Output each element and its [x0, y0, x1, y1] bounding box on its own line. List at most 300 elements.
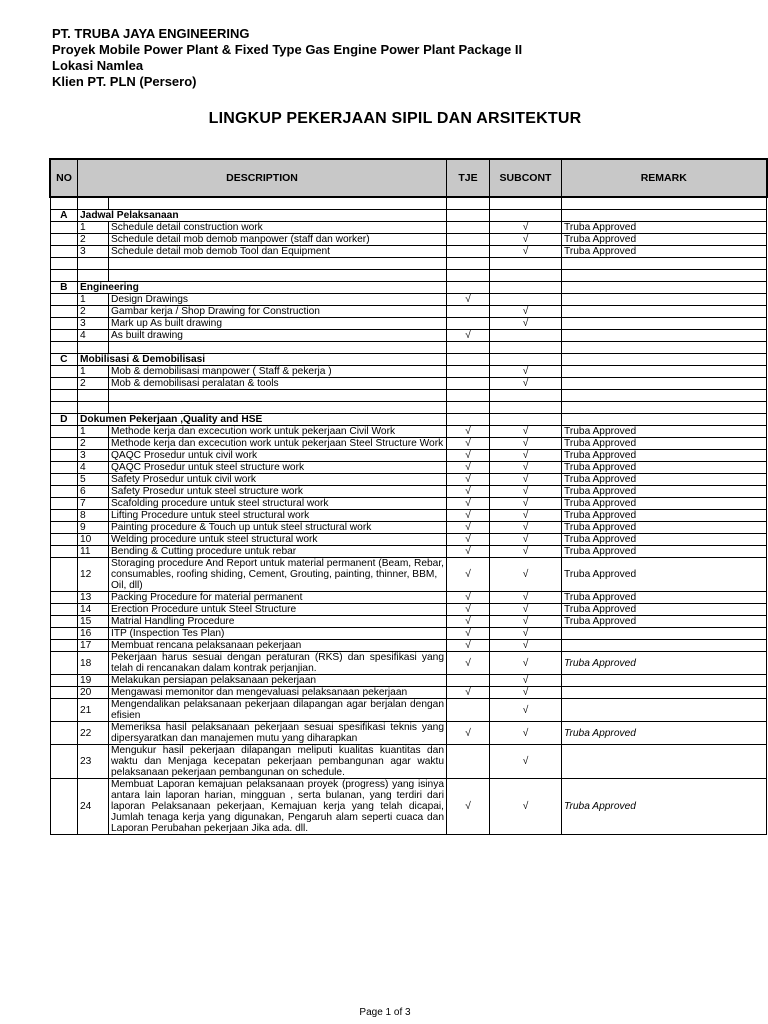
- item-remark: [562, 330, 767, 342]
- item-remark: Truba Approved: [562, 450, 767, 462]
- item-remark: Truba Approved: [562, 558, 767, 592]
- item-description: Design Drawings: [109, 294, 447, 306]
- cell-sub: [78, 342, 109, 354]
- cell-subcont: [490, 342, 562, 354]
- subcont-check: √: [490, 438, 562, 450]
- item-remark: [562, 366, 767, 378]
- item-number: 4: [78, 462, 109, 474]
- item-description: Lifting Procedure untuk steel structural work: [109, 510, 447, 522]
- blank-row: [50, 342, 767, 354]
- table-row: [50, 779, 767, 835]
- subcont-check: √: [490, 604, 562, 616]
- cell-no: [50, 426, 78, 438]
- tje-check: √: [447, 628, 490, 640]
- cell-sub: [78, 270, 109, 282]
- page-number: Page 1 of 3: [359, 1007, 411, 1018]
- tje-check: √: [447, 592, 490, 604]
- table-row: [50, 498, 767, 510]
- item-description: Membuat rencana pelaksanaan pekerjaan: [109, 640, 447, 652]
- section-code: B: [50, 282, 78, 294]
- item-description: Mob & demobilisasi manpower ( Staff & pekerja ): [109, 366, 447, 378]
- blank-row: [50, 197, 767, 210]
- tje-check: [447, 699, 490, 722]
- location: Lokasi Namlea: [52, 58, 144, 73]
- item-number: 7: [78, 498, 109, 510]
- tje-check: √: [447, 294, 490, 306]
- section-row: [50, 414, 767, 426]
- cell-no: [50, 510, 78, 522]
- tje-check: √: [447, 652, 490, 675]
- item-description: Melakukan persiapan pelaksanaan pekerjaan: [109, 675, 447, 687]
- cell-sub: [78, 197, 109, 210]
- tje-check: [447, 306, 490, 318]
- item-remark: Truba Approved: [562, 462, 767, 474]
- tje-check: √: [447, 534, 490, 546]
- item-remark: [562, 745, 767, 779]
- item-description: Packing Procedure for material permanent: [109, 592, 447, 604]
- tje-check: [447, 234, 490, 246]
- cell-tje: [447, 402, 490, 414]
- cell-sub: [78, 402, 109, 414]
- tje-check: √: [447, 498, 490, 510]
- cell-description: [109, 258, 447, 270]
- subcont-check: √: [490, 306, 562, 318]
- table-row: [50, 510, 767, 522]
- item-number: 17: [78, 640, 109, 652]
- tje-check: √: [447, 450, 490, 462]
- table-row: [50, 450, 767, 462]
- item-number: 8: [78, 510, 109, 522]
- blank-row: [50, 390, 767, 402]
- item-description: As built drawing: [109, 330, 447, 342]
- tje-check: √: [447, 546, 490, 558]
- cell-subcont: [490, 258, 562, 270]
- table-row: [50, 306, 767, 318]
- table-row: [50, 378, 767, 390]
- subcont-check: √: [490, 640, 562, 652]
- table-row: [50, 604, 767, 616]
- item-number: 1: [78, 426, 109, 438]
- subcont-check: √: [490, 592, 562, 604]
- cell-remark: [562, 354, 767, 366]
- section-label: Engineering: [78, 282, 447, 294]
- item-description: Schedule detail mob demob manpower (staff dan worker): [109, 234, 447, 246]
- table-row: [50, 699, 767, 722]
- cell-no: [50, 616, 78, 628]
- item-number: 15: [78, 616, 109, 628]
- cell-no: [50, 318, 78, 330]
- item-number: 6: [78, 486, 109, 498]
- cell-subcont: [490, 402, 562, 414]
- cell-tje: [447, 390, 490, 402]
- cell-no: [50, 675, 78, 687]
- item-number: 13: [78, 592, 109, 604]
- table-row: [50, 474, 767, 486]
- col-no-header: NO: [50, 159, 78, 197]
- cell-subcont: [490, 390, 562, 402]
- cell-tje: [447, 282, 490, 294]
- section-row: [50, 282, 767, 294]
- item-description: Pekerjaan harus sesuai dengan peraturan (RKS) dan spesifikasi yang telah di rencanakan dalam kontrak perjanjian.: [109, 652, 447, 675]
- item-description: Mengendalikan pelaksanaan pekerjaan dilapangan agar berjalan dengan efisien: [109, 699, 447, 722]
- item-remark: Truba Approved: [562, 246, 767, 258]
- blank-row: [50, 258, 767, 270]
- item-number: 2: [78, 438, 109, 450]
- cell-tje: [447, 414, 490, 426]
- cell-tje: [447, 342, 490, 354]
- item-description: Scafolding procedure untuk steel structural work: [109, 498, 447, 510]
- item-remark: Truba Approved: [562, 486, 767, 498]
- col-tje-header: TJE: [447, 159, 490, 197]
- item-number: 5: [78, 474, 109, 486]
- table-row: [50, 675, 767, 687]
- subcont-check: √: [490, 522, 562, 534]
- table-row: [50, 522, 767, 534]
- item-remark: [562, 628, 767, 640]
- tje-check: √: [447, 426, 490, 438]
- item-description: QAQC Prosedur untuk steel structure work: [109, 462, 447, 474]
- item-description: Painting procedure & Touch up untuk steel structural work: [109, 522, 447, 534]
- table-body: [50, 197, 767, 835]
- cell-remark: [562, 282, 767, 294]
- table-row: [50, 652, 767, 675]
- cell-sub: [78, 258, 109, 270]
- item-description: Membuat Laporan kemajuan pelaksanaan proyek (progress) yang isinya antara lain laporan harian, mingguan , serta bulanan, yang terdiri dari laporan Pelaksanaan pekerjaan, Kemajuan kerja yang telah dicapai, Jumlah tenaga kerja yang digunakan, Pengaruh alam seperti cuaca dan Laporan Perubahan pekerjaan Jika ada. dll.: [109, 779, 447, 835]
- tje-check: [447, 246, 490, 258]
- section-code: D: [50, 414, 78, 426]
- table-row: [50, 366, 767, 378]
- tje-check: √: [447, 640, 490, 652]
- table-row: [50, 640, 767, 652]
- tje-check: √: [447, 616, 490, 628]
- cell-no: [50, 628, 78, 640]
- subcont-check: √: [490, 426, 562, 438]
- item-remark: Truba Approved: [562, 652, 767, 675]
- item-number: 1: [78, 366, 109, 378]
- subcont-check: √: [490, 675, 562, 687]
- subcont-check: [490, 330, 562, 342]
- tje-check: √: [447, 722, 490, 745]
- cell-no: [50, 779, 78, 835]
- item-number: 4: [78, 330, 109, 342]
- item-description: Mob & demobilisasi peralatan & tools: [109, 378, 447, 390]
- table-row: [50, 294, 767, 306]
- cell-subcont: [490, 270, 562, 282]
- item-number: 1: [78, 222, 109, 234]
- cell-tje: [447, 258, 490, 270]
- section-row: [50, 354, 767, 366]
- item-description: Mengukur hasil pekerjaan dilapangan meliputi kualitas kuantitas dan waktu dan Menjaga kecepatan pekerjaan pembangunan agar waktu pelaksanaan pekerjaan pembangunan on schedule.: [109, 745, 447, 779]
- item-remark: Truba Approved: [562, 426, 767, 438]
- item-remark: Truba Approved: [562, 510, 767, 522]
- item-description: Storaging procedure And Report untuk material permanent (Beam, Rebar, consumables, roofing shiding, Cement, Grouting, painting, thinner, BBM, Oil, dll): [109, 558, 447, 592]
- item-remark: Truba Approved: [562, 438, 767, 450]
- item-number: 24: [78, 779, 109, 835]
- item-remark: [562, 306, 767, 318]
- subcont-check: √: [490, 722, 562, 745]
- cell-no: [50, 592, 78, 604]
- table-row: [50, 616, 767, 628]
- subcont-check: √: [490, 450, 562, 462]
- item-number: 2: [78, 378, 109, 390]
- subcont-check: √: [490, 234, 562, 246]
- cell-no: [50, 522, 78, 534]
- cell-description: [109, 402, 447, 414]
- item-description: Safety Prosedur untuk steel structure work: [109, 486, 447, 498]
- tje-check: [447, 222, 490, 234]
- cell-tje: [447, 197, 490, 210]
- table-row: [50, 246, 767, 258]
- item-number: 2: [78, 306, 109, 318]
- table-row: [50, 462, 767, 474]
- item-remark: Truba Approved: [562, 474, 767, 486]
- item-remark: Truba Approved: [562, 616, 767, 628]
- cell-subcont: [490, 210, 562, 222]
- cell-remark: [562, 342, 767, 354]
- table-row: [50, 534, 767, 546]
- item-description: Safety Prosedur untuk civil work: [109, 474, 447, 486]
- table-row: [50, 318, 767, 330]
- subcont-check: √: [490, 318, 562, 330]
- subcont-check: √: [490, 534, 562, 546]
- cell-remark: [562, 197, 767, 210]
- item-remark: [562, 687, 767, 699]
- item-remark: [562, 699, 767, 722]
- scope-table: [49, 158, 768, 835]
- tje-check: √: [447, 522, 490, 534]
- item-number: 11: [78, 546, 109, 558]
- item-remark: Truba Approved: [562, 546, 767, 558]
- document-header: [52, 26, 522, 90]
- tje-check: √: [447, 462, 490, 474]
- cell-no: [50, 699, 78, 722]
- tje-check: √: [447, 438, 490, 450]
- table-row: [50, 687, 767, 699]
- cell-no: [50, 306, 78, 318]
- item-remark: Truba Approved: [562, 604, 767, 616]
- item-number: 10: [78, 534, 109, 546]
- subcont-check: √: [490, 699, 562, 722]
- cell-no: [50, 534, 78, 546]
- cell-subcont: [490, 414, 562, 426]
- subcont-check: √: [490, 366, 562, 378]
- cell-no: [50, 402, 78, 414]
- item-description: Mengawasi memonitor dan mengevaluasi pelaksanaan pekerjaan: [109, 687, 447, 699]
- tje-check: √: [447, 687, 490, 699]
- cell-sub: [78, 390, 109, 402]
- item-remark: [562, 294, 767, 306]
- item-number: 1: [78, 294, 109, 306]
- item-number: 20: [78, 687, 109, 699]
- tje-check: [447, 318, 490, 330]
- cell-remark: [562, 210, 767, 222]
- item-number: 9: [78, 522, 109, 534]
- section-label: Jadwal Pelaksanaan: [78, 210, 447, 222]
- item-remark: Truba Approved: [562, 522, 767, 534]
- cell-no: [50, 498, 78, 510]
- tje-check: [447, 675, 490, 687]
- cell-no: [50, 722, 78, 745]
- item-description: Schedule detail mob demob Tool dan Equipment: [109, 246, 447, 258]
- cell-remark: [562, 270, 767, 282]
- project-name: Proyek Mobile Power Plant & Fixed Type Gas Engine Power Plant Package II: [52, 42, 523, 57]
- cell-no: [50, 462, 78, 474]
- table-row: [50, 426, 767, 438]
- item-number: 23: [78, 745, 109, 779]
- section-code: C: [50, 354, 78, 366]
- item-remark: Truba Approved: [562, 234, 767, 246]
- table-row: [50, 722, 767, 745]
- cell-no: [50, 234, 78, 246]
- subcont-check: √: [490, 546, 562, 558]
- tje-check: √: [447, 558, 490, 592]
- subcont-check: √: [490, 628, 562, 640]
- item-remark: Truba Approved: [562, 592, 767, 604]
- cell-no: [50, 197, 78, 210]
- tje-check: √: [447, 510, 490, 522]
- item-remark: [562, 318, 767, 330]
- page-title: LINGKUP PEKERJAAN SIPIL DAN ARSITEKTUR: [208, 110, 582, 127]
- table-row: [50, 486, 767, 498]
- cell-no: [50, 486, 78, 498]
- subcont-check: √: [490, 246, 562, 258]
- cell-no: [50, 604, 78, 616]
- col-description-header: DESCRIPTION: [78, 159, 447, 197]
- subcont-check: √: [490, 558, 562, 592]
- subcont-check: √: [490, 474, 562, 486]
- cell-no: [50, 378, 78, 390]
- item-description: ITP (Inspection Tes Plan): [109, 628, 447, 640]
- item-remark: Truba Approved: [562, 498, 767, 510]
- item-description: QAQC Prosedur untuk civil work: [109, 450, 447, 462]
- tje-check: [447, 366, 490, 378]
- cell-no: [50, 294, 78, 306]
- item-number: 2: [78, 234, 109, 246]
- item-description: Methode kerja dan excecution work untuk pekerjaan Steel Structure Work: [109, 438, 447, 450]
- cell-no: [50, 558, 78, 592]
- cell-no: [50, 246, 78, 258]
- cell-no: [50, 745, 78, 779]
- section-row: [50, 210, 767, 222]
- table-row: [50, 330, 767, 342]
- table-row: [50, 592, 767, 604]
- col-remark-header: REMARK: [562, 159, 767, 197]
- cell-no: [50, 222, 78, 234]
- cell-description: [109, 270, 447, 282]
- cell-tje: [447, 270, 490, 282]
- item-description: Mark up As built drawing: [109, 318, 447, 330]
- cell-no: [50, 438, 78, 450]
- subcont-check: √: [490, 779, 562, 835]
- cell-no: [50, 342, 78, 354]
- table-row: [50, 222, 767, 234]
- item-description: Schedule detail construction work: [109, 222, 447, 234]
- cell-no: [50, 652, 78, 675]
- item-number: 16: [78, 628, 109, 640]
- company-name: PT. TRUBA JAYA ENGINEERING: [52, 26, 250, 41]
- tje-check: √: [447, 474, 490, 486]
- section-code: A: [50, 210, 78, 222]
- tje-check: [447, 745, 490, 779]
- table-row: [50, 234, 767, 246]
- client: Klien PT. PLN (Persero): [52, 74, 197, 89]
- cell-remark: [562, 402, 767, 414]
- cell-no: [50, 450, 78, 462]
- item-number: 19: [78, 675, 109, 687]
- tje-check: [447, 378, 490, 390]
- col-subcont-header: SUBCONT: [490, 159, 562, 197]
- cell-no: [50, 687, 78, 699]
- cell-no: [50, 546, 78, 558]
- cell-no: [50, 390, 78, 402]
- table-row: [50, 546, 767, 558]
- cell-tje: [447, 354, 490, 366]
- cell-no: [50, 258, 78, 270]
- section-label: Dokumen Pekerjaan ,Quality and HSE: [78, 414, 447, 426]
- blank-row: [50, 402, 767, 414]
- item-number: 12: [78, 558, 109, 592]
- subcont-check: √: [490, 222, 562, 234]
- tje-check: √: [447, 779, 490, 835]
- table-header-row: [50, 159, 767, 197]
- item-remark: Truba Approved: [562, 722, 767, 745]
- subcont-check: √: [490, 510, 562, 522]
- cell-remark: [562, 258, 767, 270]
- cell-subcont: [490, 354, 562, 366]
- cell-tje: [447, 210, 490, 222]
- subcont-check: √: [490, 462, 562, 474]
- subcont-check: √: [490, 616, 562, 628]
- subcont-check: √: [490, 745, 562, 779]
- subcont-check: [490, 294, 562, 306]
- item-remark: Truba Approved: [562, 534, 767, 546]
- item-number: 22: [78, 722, 109, 745]
- subcont-check: √: [490, 687, 562, 699]
- cell-description: [109, 342, 447, 354]
- subcont-check: √: [490, 652, 562, 675]
- item-description: Erection Procedure untuk Steel Structure: [109, 604, 447, 616]
- table-row: [50, 558, 767, 592]
- cell-description: [109, 197, 447, 210]
- cell-remark: [562, 390, 767, 402]
- item-description: Memeriksa hasil pelaksanaan pekerjaan sesuai spesifikasi teknis yang dipersyaratkan dan manajemen mutu yang diharapkan: [109, 722, 447, 745]
- cell-no: [50, 330, 78, 342]
- cell-subcont: [490, 282, 562, 294]
- subcont-check: √: [490, 486, 562, 498]
- table-row: [50, 438, 767, 450]
- table-row: [50, 745, 767, 779]
- cell-no: [50, 366, 78, 378]
- item-number: 3: [78, 246, 109, 258]
- item-number: 18: [78, 652, 109, 675]
- cell-no: [50, 640, 78, 652]
- item-number: 21: [78, 699, 109, 722]
- item-number: 3: [78, 450, 109, 462]
- blank-row: [50, 270, 767, 282]
- cell-no: [50, 270, 78, 282]
- item-description: Bending & Cutting procedure untuk rebar: [109, 546, 447, 558]
- item-description: Methode kerja dan excecution work untuk pekerjaan Civil Work: [109, 426, 447, 438]
- tje-check: √: [447, 330, 490, 342]
- cell-no: [50, 474, 78, 486]
- cell-description: [109, 390, 447, 402]
- tje-check: √: [447, 486, 490, 498]
- cell-subcont: [490, 197, 562, 210]
- item-number: 3: [78, 318, 109, 330]
- section-label: Mobilisasi & Demobilisasi: [78, 354, 447, 366]
- tje-check: √: [447, 604, 490, 616]
- item-description: Gambar kerja / Shop Drawing for Construction: [109, 306, 447, 318]
